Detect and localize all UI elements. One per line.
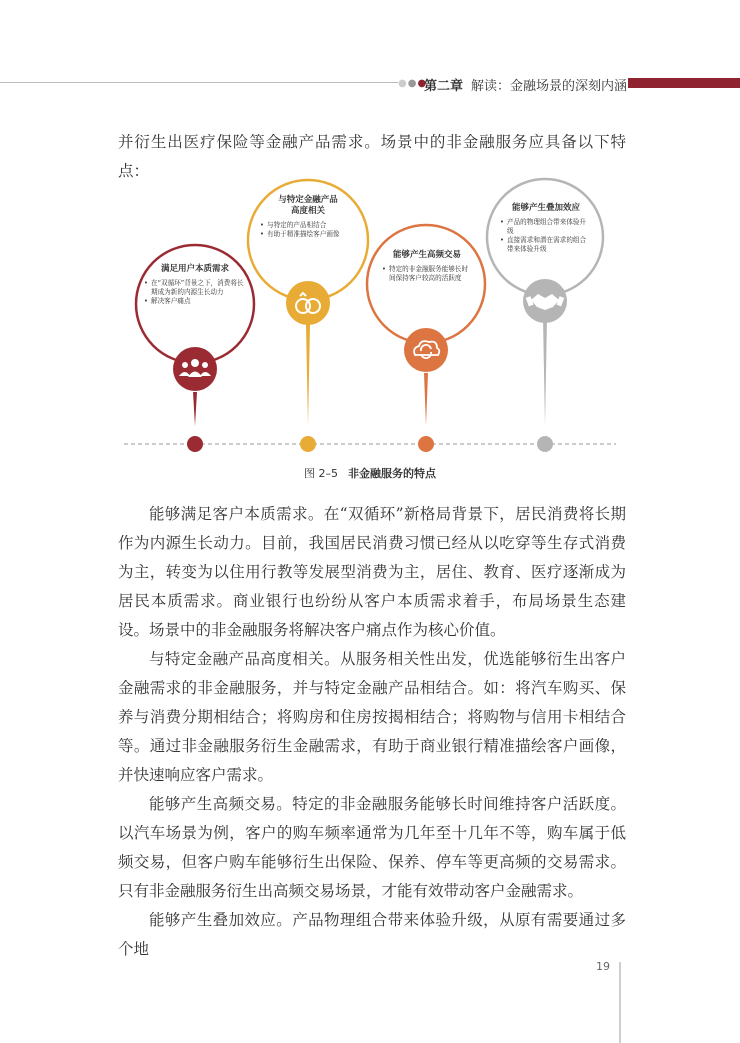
figure-title: 非金融服务的特点 [348,467,436,480]
bubble-1-icon-disc [173,347,217,391]
bubble-4-bullet-1: • 产品的物理组合带来体验升级 [500,218,592,236]
timeline-dot-4 [537,436,553,452]
bubble-3-icon-disc [404,328,448,372]
bubble-2-stem [306,324,310,426]
page-number: 19 [596,960,610,973]
bubble-2-bullet-2: • 有助于精准描绘客户画像 [260,230,356,239]
header-chapter: 第二章 [424,79,464,94]
bubble-3-title: 能够产生高频交易 [392,250,461,260]
intro-paragraph: 并衍生出医疗保险等金融产品需求。场景中的非金融服务应具备以下特点： [118,133,626,180]
bubble-1-bullet-1: • 在“双循环”背景之下，消费将长期成为新的内源生长动力 [144,279,246,297]
figure-number: 图 2–5 [304,467,338,480]
timeline-dot-1 [187,436,203,452]
bubble-1-title: 满足用户本质需求 [160,264,229,274]
paragraph-1: 能够满足客户本质需求。在“双循环”新格局背景下，居民消费将长期作为内源生长动力。目前，我国居民消费习惯已经从以吃穿等生存式消费为主，转变为以住用行教等发展型消费为主，居住、教育、医疗逐渐成为居民本质需求。商业银行也纷纷从客户本质需求着手，布局场景生态建设。场景中的非金融服务将解决客户痛点作为核心价值。 [118,505,626,639]
header-title: 解读：金融场景的深刻内涵 [471,79,628,94]
bubble-4-bullet-2: • 直接需求和潜在需求的组合带来体验升级 [500,236,592,254]
bubble-1-bullet-2: • 解决客户痛点 [144,297,246,306]
bubble-4-text [500,203,592,254]
bubble-3-ring [367,225,485,343]
figure-non-financial-services [110,168,630,460]
bubble-1-text [144,264,246,306]
bubble-2-icon-disc [286,281,330,325]
bubble-1-stem [193,392,197,426]
paragraph-2: 与特定金融产品高度相关。从服务相关性出发，优选能够衍生出客户金融需求的非金融服务，并与特定金融产品相结合。如：将汽车购买、保养与消费分期相结合；将购房和住房按揭相结合；将购物与信用卡相结合等。通过非金融服务衍生金融需求，有助于商业银行精准描绘客户画像，并快速响应客户需求。 [118,650,626,784]
bubble-3-bullet-1: • 特定的非金融服务能够长时间保持客户较高的活跃度 [382,265,472,283]
timeline-dot-2 [300,436,316,452]
bubble-2-bullet-1: • 与特定的产品相结合 [260,221,356,230]
paragraph-3: 能够产生高频交易。特定的非金融服务能够长时间维持客户活跃度。以汽车场景为例，客户的购车频率通常为几年至十几年不等，购车属于低频交易，但客户购车能够衍生出保险、保养、停车等更高频的交易需求。只有非金融服务衍生出高频交易场景，才能有效带动客户金融需求。 [118,795,626,900]
header-accent-bar [628,78,740,88]
bubble-2-text [260,195,356,239]
bubble-4-title: 能够产生叠加效应 [511,203,580,213]
bubble-4-stem [543,318,547,426]
bubble-3-stem [424,373,428,426]
header-dots: ●●● [398,78,428,89]
bubble-3-text [382,250,472,283]
timeline-dot-3 [418,436,434,452]
bubble-2-title: 与特定金融产品高度相关 [278,195,338,216]
footer-rule [619,962,621,1043]
paragraph-4: 能够产生叠加效应。产品物理组合带来体验升级，从原有需要通过多个地 [118,911,626,958]
figure-caption [0,465,740,481]
header-rule [0,82,398,83]
